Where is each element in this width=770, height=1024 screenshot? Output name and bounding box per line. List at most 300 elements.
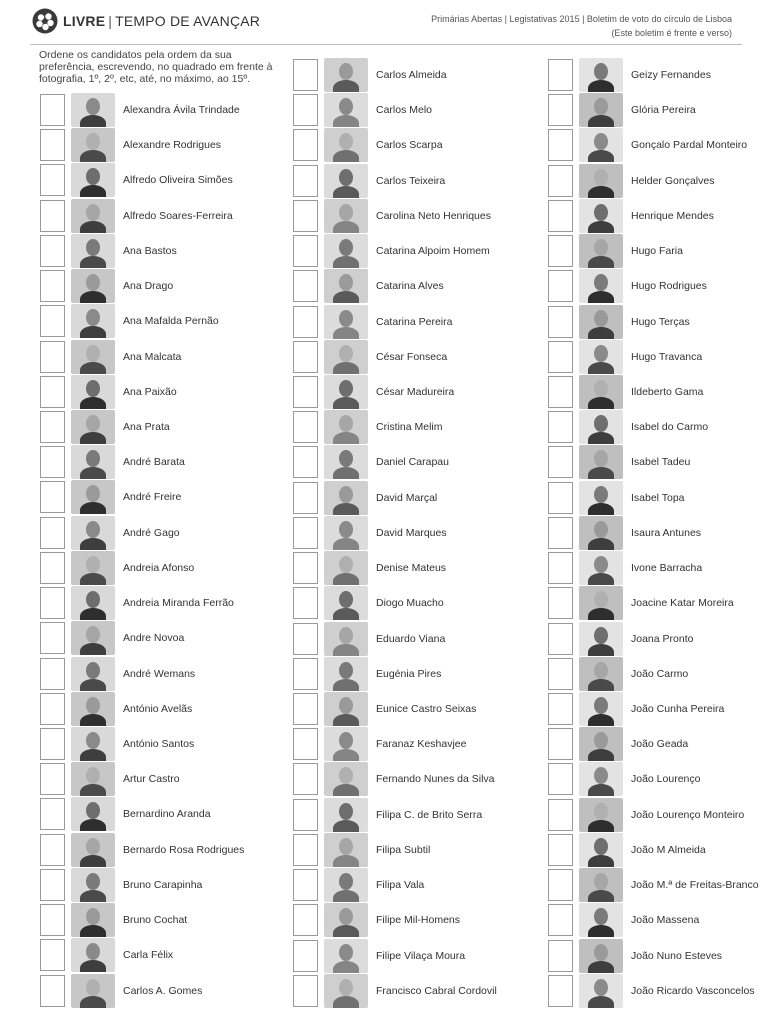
- ranking-box[interactable]: [40, 693, 65, 725]
- candidate-row: [293, 762, 533, 797]
- candidate-name: Alexandre Rodrigues: [123, 139, 222, 151]
- candidate-photo: [579, 305, 623, 339]
- ranking-box[interactable]: [548, 834, 573, 866]
- candidate-name: João M Almeida: [631, 844, 706, 856]
- candidate-photo: [579, 234, 623, 268]
- candidate-row: [40, 903, 280, 938]
- candidate-row: [40, 199, 280, 234]
- candidate-photo: [71, 797, 115, 831]
- candidate-name: Ivone Barracha: [631, 562, 703, 574]
- candidate-name: Andreia Afonso: [123, 562, 195, 574]
- candidate-name: João Ricardo Vasconcelos: [631, 985, 755, 997]
- candidate-name: João M.ª de Freitas-Branco: [631, 879, 759, 891]
- candidate-row: [40, 586, 280, 621]
- candidate-photo: [579, 269, 623, 303]
- candidate-row: [548, 586, 770, 621]
- ranking-box[interactable]: [40, 341, 65, 373]
- candidate-row: [548, 551, 770, 586]
- candidate-photo: [324, 974, 368, 1008]
- ranking-box[interactable]: [293, 129, 318, 161]
- candidate-name: André Barata: [123, 456, 185, 468]
- ranking-box[interactable]: [293, 904, 318, 936]
- candidate-name: João Lourenço Monteiro: [631, 809, 745, 821]
- candidate-row: [40, 269, 280, 304]
- candidate-row: [548, 58, 770, 93]
- candidate-name: Filipa Subtil: [376, 844, 431, 856]
- ranking-box[interactable]: [293, 376, 318, 408]
- candidate-photo: [71, 163, 115, 197]
- ranking-box[interactable]: [40, 481, 65, 513]
- candidate-photo: [579, 868, 623, 902]
- candidate-name: Gonçalo Pardal Monteiro: [631, 139, 748, 151]
- candidate-photo: [71, 234, 115, 268]
- candidate-row: [293, 93, 533, 128]
- candidate-name: Andre Novoa: [123, 632, 185, 644]
- ranking-box[interactable]: [293, 975, 318, 1007]
- candidate-photo: [324, 939, 368, 973]
- candidate-row: [293, 833, 533, 868]
- candidate-photo: [579, 93, 623, 127]
- candidate-name: Bruno Cochat: [123, 914, 188, 926]
- candidate-name: Filipa C. de Brito Serra: [376, 809, 483, 821]
- ranking-box[interactable]: [293, 623, 318, 655]
- candidate-row: [293, 551, 533, 586]
- candidate-photo: [324, 269, 368, 303]
- ranking-box[interactable]: [40, 235, 65, 267]
- ranking-box[interactable]: [548, 517, 573, 549]
- candidate-name: Catarina Alpoim Homem: [376, 245, 490, 257]
- candidate-photo: [579, 903, 623, 937]
- candidate-row: [40, 93, 280, 128]
- candidate-name: Isabel Tadeu: [631, 456, 691, 468]
- ranking-box[interactable]: [548, 587, 573, 619]
- ranking-box[interactable]: [40, 94, 65, 126]
- candidate-photo: [71, 586, 115, 620]
- candidate-name: Helder Gonçalves: [631, 175, 715, 187]
- candidate-row: [40, 797, 280, 832]
- candidate-photo: [324, 516, 368, 550]
- candidate-photo: [71, 269, 115, 303]
- candidate-name: Glória Pereira: [631, 104, 696, 116]
- candidate-name: César Fonseca: [376, 351, 448, 363]
- candidate-photo: [71, 480, 115, 514]
- ranking-box[interactable]: [40, 446, 65, 478]
- candidate-row: [293, 939, 533, 974]
- candidate-name: Ildeberto Gama: [631, 386, 704, 398]
- candidate-photo: [579, 692, 623, 726]
- ranking-box[interactable]: [548, 623, 573, 655]
- candidate-name: Ana Malcata: [123, 351, 182, 363]
- ranking-box[interactable]: [40, 270, 65, 302]
- ranking-box[interactable]: [293, 446, 318, 478]
- ranking-box[interactable]: [293, 270, 318, 302]
- candidate-name: Daniel Carapau: [376, 456, 449, 468]
- candidate-photo: [579, 762, 623, 796]
- ranking-box[interactable]: [548, 552, 573, 584]
- ranking-box[interactable]: [548, 763, 573, 795]
- candidate-photo: [579, 833, 623, 867]
- candidate-name: Filipa Vala: [376, 879, 425, 891]
- ranking-box[interactable]: [548, 341, 573, 373]
- candidate-row: [293, 305, 533, 340]
- candidate-row: [293, 58, 533, 93]
- candidate-photo: [324, 481, 368, 515]
- candidate-name: Catarina Pereira: [376, 316, 453, 328]
- candidate-row: [548, 481, 770, 516]
- candidate-row: [548, 692, 770, 727]
- candidate-photo: [324, 410, 368, 444]
- candidate-photo: [579, 974, 623, 1008]
- ranking-box[interactable]: [293, 517, 318, 549]
- ranking-box[interactable]: [293, 94, 318, 126]
- candidate-name: João Massena: [631, 914, 700, 926]
- ballot-info-line1: Primárias Abertas | Legistativas 2015 | Boletim de voto do círculo de Lisboa: [431, 14, 732, 24]
- candidate-name: Hugo Terças: [631, 316, 690, 328]
- candidate-row: [293, 974, 533, 1009]
- candidate-name: Carlos Scarpa: [376, 139, 443, 151]
- candidate-photo: [579, 481, 623, 515]
- ranking-box[interactable]: [40, 728, 65, 760]
- candidate-row: [40, 938, 280, 973]
- ranking-box[interactable]: [40, 658, 65, 690]
- candidate-name: Diogo Muacho: [376, 597, 444, 609]
- ranking-box[interactable]: [548, 869, 573, 901]
- candidate-name: Hugo Faria: [631, 245, 683, 257]
- candidate-photo: [71, 903, 115, 937]
- candidate-name: Ana Drago: [123, 280, 174, 292]
- candidate-name: Carlos Melo: [376, 104, 433, 116]
- candidate-photo: [71, 199, 115, 233]
- candidate-photo: [579, 58, 623, 92]
- candidate-photo: [324, 164, 368, 198]
- candidate-name: Carlos A. Gomes: [123, 985, 203, 997]
- candidate-name: Filipe Vilaça Moura: [376, 950, 466, 962]
- candidate-name: Joacine Katar Moreira: [631, 597, 734, 609]
- candidate-name: Isabel do Carmo: [631, 421, 709, 433]
- candidate-row: [40, 551, 280, 586]
- candidate-photo: [324, 234, 368, 268]
- candidate-photo: [579, 410, 623, 444]
- ballot-info-line2: (Este boletim é frente e verso): [611, 28, 732, 38]
- candidate-photo: [324, 868, 368, 902]
- candidate-photo: [71, 621, 115, 655]
- candidate-row: [293, 269, 533, 304]
- candidate-row: [293, 868, 533, 903]
- candidate-photo: [324, 128, 368, 162]
- ranking-box[interactable]: [548, 658, 573, 690]
- candidate-row: [293, 128, 533, 163]
- ranking-box[interactable]: [293, 693, 318, 725]
- candidate-name: António Santos: [123, 738, 195, 750]
- ranking-box[interactable]: [548, 728, 573, 760]
- ranking-box[interactable]: [293, 869, 318, 901]
- ranking-box[interactable]: [293, 482, 318, 514]
- candidate-name: Alfredo Soares-Ferreira: [123, 210, 233, 222]
- candidate-photo: [71, 727, 115, 761]
- candidate-row: [40, 727, 280, 762]
- candidate-photo: [579, 445, 623, 479]
- candidate-name: Ana Prata: [123, 421, 170, 433]
- ranking-box[interactable]: [40, 834, 65, 866]
- candidate-photo: [324, 903, 368, 937]
- ranking-box[interactable]: [548, 235, 573, 267]
- candidate-photo: [579, 375, 623, 409]
- ranking-box[interactable]: [40, 975, 65, 1007]
- candidate-photo: [579, 657, 623, 691]
- candidate-photo: [579, 340, 623, 374]
- candidate-row: [548, 903, 770, 938]
- candidate-row: [548, 164, 770, 199]
- ranking-box[interactable]: [548, 446, 573, 478]
- candidate-photo: [324, 798, 368, 832]
- candidate-name: Faranaz Keshavjee: [376, 738, 467, 750]
- candidate-row: [293, 622, 533, 657]
- candidate-photo: [324, 58, 368, 92]
- candidate-photo: [71, 375, 115, 409]
- ranking-box[interactable]: [40, 798, 65, 830]
- candidate-photo: [324, 727, 368, 761]
- candidate-row: [548, 269, 770, 304]
- candidate-name: João Lourenço: [631, 773, 701, 785]
- candidate-row: [548, 93, 770, 128]
- ranking-box[interactable]: [548, 59, 573, 91]
- candidate-row: [293, 903, 533, 938]
- ranking-box[interactable]: [40, 164, 65, 196]
- candidate-name: Carlos Teixeira: [376, 175, 446, 187]
- candidate-row: [548, 234, 770, 269]
- ranking-box[interactable]: [548, 270, 573, 302]
- ranking-box[interactable]: [40, 552, 65, 584]
- candidate-name: Hugo Rodrigues: [631, 280, 707, 292]
- ranking-box[interactable]: [293, 799, 318, 831]
- ranking-box[interactable]: [548, 482, 573, 514]
- candidate-photo: [71, 445, 115, 479]
- candidate-name: Ana Paixão: [123, 386, 177, 398]
- ranking-box[interactable]: [40, 939, 65, 971]
- candidate-name: Ana Bastos: [123, 245, 177, 257]
- candidate-row: [40, 304, 280, 339]
- candidate-name: Bruno Carapinha: [123, 879, 203, 891]
- ranking-box[interactable]: [548, 975, 573, 1007]
- ranking-box[interactable]: [293, 200, 318, 232]
- candidate-row: [40, 762, 280, 797]
- ranking-box[interactable]: [293, 165, 318, 197]
- candidate-row: [293, 164, 533, 199]
- ranking-box[interactable]: [40, 904, 65, 936]
- candidate-photo: [71, 868, 115, 902]
- candidate-photo: [71, 516, 115, 550]
- candidate-photo: [579, 551, 623, 585]
- candidate-name: João Carmo: [631, 668, 689, 680]
- candidate-name: Artur Castro: [123, 773, 180, 785]
- candidate-row: [40, 340, 280, 375]
- candidate-photo: [579, 199, 623, 233]
- candidate-row: [40, 657, 280, 692]
- candidate-photo: [324, 375, 368, 409]
- candidate-photo: [579, 516, 623, 550]
- candidate-name: André Freire: [123, 491, 182, 503]
- ranking-box[interactable]: [293, 59, 318, 91]
- candidate-name: Eugénia Pires: [376, 668, 442, 680]
- ranking-box[interactable]: [548, 693, 573, 725]
- candidate-name: Geizy Fernandes: [631, 69, 711, 81]
- candidate-name: António Avelãs: [123, 703, 193, 715]
- candidate-name: Carla Félix: [123, 949, 174, 961]
- candidate-name: Cristina Melim: [376, 421, 443, 433]
- candidate-row: [548, 375, 770, 410]
- candidate-row: [548, 939, 770, 974]
- candidate-row: [548, 516, 770, 551]
- ranking-box[interactable]: [548, 904, 573, 936]
- candidate-name: Andreia Miranda Ferrão: [123, 597, 234, 609]
- candidate-photo: [324, 833, 368, 867]
- ranking-box[interactable]: [548, 200, 573, 232]
- candidate-row: [40, 445, 280, 480]
- ranking-box[interactable]: [293, 834, 318, 866]
- candidate-name: Ana Mafalda Pernão: [123, 315, 219, 327]
- candidate-row: [40, 621, 280, 656]
- ranking-box[interactable]: [293, 587, 318, 619]
- candidate-name: Bernardo Rosa Rodrigues: [123, 844, 245, 856]
- candidate-photo: [324, 586, 368, 620]
- candidate-row: [548, 762, 770, 797]
- candidate-photo: [71, 93, 115, 127]
- candidate-photo: [579, 164, 623, 198]
- candidate-photo: [71, 340, 115, 374]
- candidate-name: João Cunha Pereira: [631, 703, 725, 715]
- candidate-photo: [71, 692, 115, 726]
- candidate-photo: [324, 762, 368, 796]
- ranking-box[interactable]: [40, 622, 65, 654]
- candidate-row: [40, 692, 280, 727]
- candidate-row: [548, 305, 770, 340]
- candidate-name: João Nuno Esteves: [631, 950, 723, 962]
- ranking-box[interactable]: [548, 165, 573, 197]
- candidate-row: [548, 622, 770, 657]
- candidate-photo: [324, 93, 368, 127]
- logo-slogan: TEMPO DE AVANÇAR: [115, 13, 261, 29]
- logo-name: LIVRE: [63, 13, 106, 29]
- candidate-name: Alexandra Ávila Trindade: [123, 104, 240, 116]
- candidate-name: Alfredo Oliveira Simões: [123, 174, 233, 186]
- ranking-box[interactable]: [293, 411, 318, 443]
- candidate-row: [293, 516, 533, 551]
- candidate-row: [40, 974, 280, 1009]
- candidate-name: César Madureira: [376, 386, 455, 398]
- candidate-row: [293, 199, 533, 234]
- ranking-box[interactable]: [40, 305, 65, 337]
- ranking-box[interactable]: [548, 940, 573, 972]
- candidate-name: André Gago: [123, 527, 180, 539]
- ranking-box[interactable]: [40, 517, 65, 549]
- ranking-box[interactable]: [293, 940, 318, 972]
- candidate-photo: [579, 586, 623, 620]
- ranking-box[interactable]: [40, 763, 65, 795]
- ranking-box[interactable]: [293, 341, 318, 373]
- candidate-row: [293, 798, 533, 833]
- ranking-box[interactable]: [40, 411, 65, 443]
- candidate-row: [293, 375, 533, 410]
- candidate-photo: [71, 762, 115, 796]
- ranking-box[interactable]: [548, 306, 573, 338]
- candidate-row: [293, 340, 533, 375]
- candidate-row: [293, 445, 533, 480]
- ranking-box[interactable]: [293, 306, 318, 338]
- candidate-row: [548, 798, 770, 833]
- candidate-name: Isabel Topa: [631, 492, 685, 504]
- candidate-photo: [71, 551, 115, 585]
- ballot-info: [431, 12, 732, 40]
- candidate-photo: [579, 128, 623, 162]
- ranking-box[interactable]: [293, 763, 318, 795]
- ranking-box[interactable]: [548, 129, 573, 161]
- ranking-box[interactable]: [548, 799, 573, 831]
- candidate-photo: [71, 657, 115, 691]
- candidate-photo: [324, 622, 368, 656]
- candidate-name: David Marques: [376, 527, 447, 539]
- candidate-photo: [324, 199, 368, 233]
- ranking-box[interactable]: [40, 129, 65, 161]
- ranking-box[interactable]: [40, 587, 65, 619]
- candidate-row: [40, 480, 280, 515]
- ranking-box[interactable]: [548, 94, 573, 126]
- candidate-row: [548, 727, 770, 762]
- ranking-box[interactable]: [548, 411, 573, 443]
- candidate-row: [548, 199, 770, 234]
- ranking-box[interactable]: [40, 200, 65, 232]
- candidate-row: [548, 445, 770, 480]
- ballot-instructions: Ordene os candidatos pela ordem da sua preferência, escrevendo, no quadrado em frente à fotografia, 1º, 2º, etc, até, no máximo, ao 15º.: [39, 49, 273, 85]
- candidate-row: [548, 128, 770, 163]
- candidate-name: Carolina Neto Henriques: [376, 210, 491, 222]
- candidate-row: [293, 727, 533, 762]
- candidate-photo: [71, 833, 115, 867]
- ranking-box[interactable]: [293, 552, 318, 584]
- candidate-name: Henrique Mendes: [631, 210, 714, 222]
- candidate-row: [40, 833, 280, 868]
- ballot-header: [0, 0, 770, 46]
- candidate-row: [548, 974, 770, 1009]
- candidate-name: Isaura Antunes: [631, 527, 702, 539]
- candidate-name: Catarina Alves: [376, 280, 444, 292]
- candidate-photo: [324, 340, 368, 374]
- livre-logo: [32, 8, 260, 34]
- ranking-box[interactable]: [293, 235, 318, 267]
- candidate-row: [548, 868, 770, 903]
- candidate-name: David Marçal: [376, 492, 438, 504]
- candidate-name: Fernando Nunes da Silva: [376, 773, 495, 785]
- candidate-name: Denise Mateus: [376, 562, 447, 574]
- candidate-row: [293, 481, 533, 516]
- ranking-box[interactable]: [40, 869, 65, 901]
- candidate-name: Francisco Cabral Cordovil: [376, 985, 497, 997]
- candidate-photo: [71, 410, 115, 444]
- ranking-box[interactable]: [293, 658, 318, 690]
- flower-logo-icon: [32, 8, 58, 34]
- candidate-photo: [324, 551, 368, 585]
- candidate-photo: [579, 939, 623, 973]
- candidate-name: João Geada: [631, 738, 689, 750]
- ranking-box[interactable]: [548, 376, 573, 408]
- candidate-name: Bernardino Aranda: [123, 808, 211, 820]
- candidate-name: Carlos Almeida: [376, 69, 447, 81]
- candidate-row: [548, 410, 770, 445]
- candidate-name: Joana Pronto: [631, 633, 694, 645]
- ranking-box[interactable]: [40, 376, 65, 408]
- ranking-box[interactable]: [293, 728, 318, 760]
- candidate-row: [548, 657, 770, 692]
- candidate-row: [40, 163, 280, 198]
